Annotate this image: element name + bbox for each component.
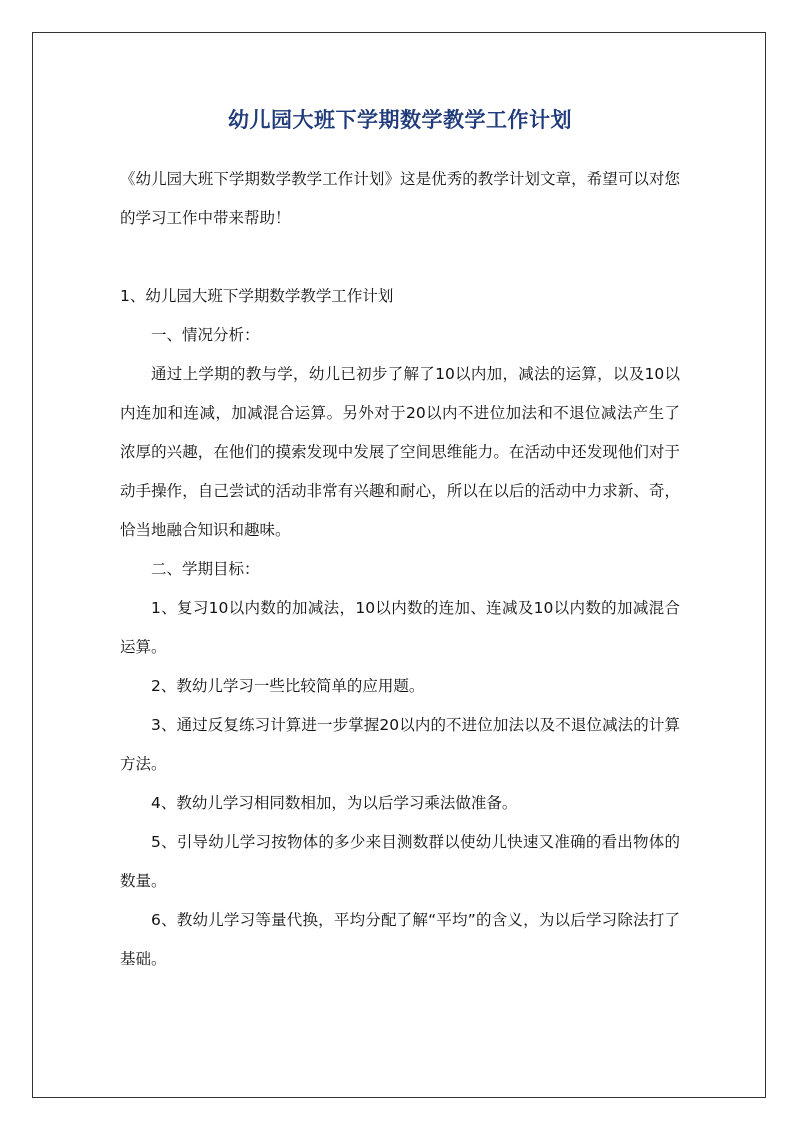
intro-paragraph: 《幼儿园大班下学期数学教学工作计划》这是优秀的教学计划文章，希望可以对您的学习工作中带来帮助！ (120, 170, 680, 227)
paragraph-goal-6: 6、教幼儿学习等量代换，平均分配了解“平均”的含义，为以后学习除法打了基础。 (120, 911, 680, 968)
paragraph-goal-3: 3、通过反复练习计算进一步掌握20以内的不进位加法以及不退位减法的计算方法。 (120, 716, 680, 773)
paragraph-goal-1: 1、复习10以内数的加减法，10以内数的连加、连减及10以内数的加减混合运算。 (120, 599, 680, 656)
paragraph-goal-5: 5、引导幼儿学习按物体的多少来目测数群以使幼儿快速又准确的看出物体的数量。 (120, 833, 680, 890)
paragraph-situation-analysis: 通过上学期的教与学，幼儿已初步了解了10以内加，减法的运算，以及10以内连加和连减，加减混合运算。另外对于20以内不进位加法和不退位减法产生了浓厚的兴趣，在他们的摸索发现中发展了空间思维能力。在活动中还发现他们对于动手操作，自己尝试的活动非常有兴趣和耐心，所以在以后的活动中力求新、奇，恰当地融合知识和趣味。 (120, 365, 680, 539)
paragraph-goals-heading: 二、学期目标： (151, 560, 260, 578)
paragraph-situation-heading: 一、情况分析： (151, 326, 260, 344)
paragraph-goal-4: 4、教幼儿学习相同数相加，为以后学习乘法做准备。 (151, 794, 518, 812)
paragraph-goal-2: 2、教幼儿学习一些比较简单的应用题。 (151, 677, 425, 695)
spacer (120, 238, 680, 277)
section-heading: 1、幼儿园大班下学期数学教学工作计划 (120, 287, 394, 305)
document-title: 幼儿园大班下学期数学教学工作计划 (228, 108, 572, 132)
document-body (120, 160, 680, 979)
